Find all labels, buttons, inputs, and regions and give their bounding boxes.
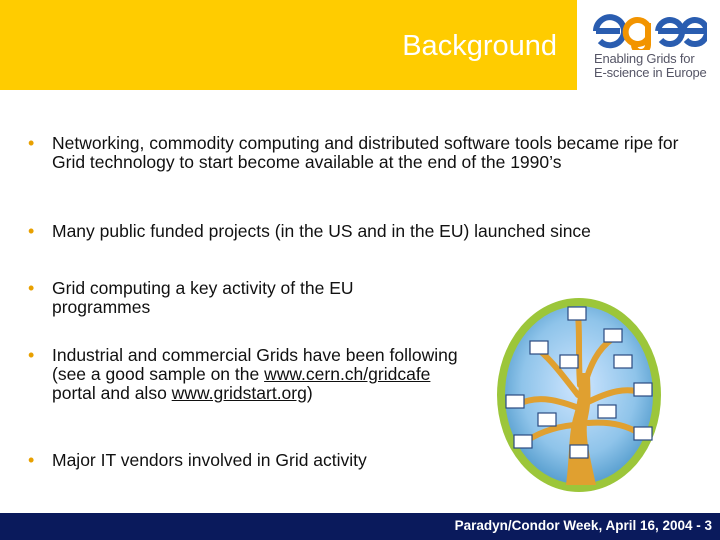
bullet-dot: • [28,221,35,241]
bullet-dot: • [28,345,35,365]
logo-letter-g [626,20,648,50]
computer-icon [604,329,622,342]
slide-title: Background [402,30,557,62]
footer-bar [0,513,720,540]
computer-icon [538,413,556,426]
logo-tagline-line2: E-science in Europe [594,65,707,80]
logo-letter-e1 [596,17,624,45]
bullet-dot: • [28,450,35,470]
logo-tagline-line1: Enabling Grids for [594,51,695,66]
footer-text: Paradyn/Condor Week, April 16, 2004 - 3 [454,518,712,533]
gridcafe-link[interactable]: www.cern.ch/gridcafe [264,364,431,384]
bullet-text: Grid computing a key activity of the EU programmes [52,278,354,317]
bullet-dot: • [28,133,35,153]
computer-icon [634,427,652,440]
bullet-item [30,222,712,241]
bullet-item [30,279,452,317]
computer-icon [568,307,586,320]
logo-tagline [594,52,707,80]
bullet-text: Many public funded projects (in the US and in the EU) launched since [52,221,591,241]
bullet-text-before: Industrial and commercial Grids have been following (see a good sample on the [52,345,458,384]
computer-icon [598,405,616,418]
bullet-item [30,451,472,470]
bullet-dot: • [28,278,35,298]
computer-icon [570,445,588,458]
computer-icon [560,355,578,368]
computer-icon [514,435,532,448]
gridstart-link[interactable]: www.gridstart.org [171,383,307,403]
bullet-text-middle: portal and also [52,383,172,403]
computer-icon [614,355,632,368]
egee-logo [592,12,707,50]
computer-icon [634,383,652,396]
grid-tree-illustration [494,295,664,495]
bullet-text: Major IT vendors involved in Grid activity [52,450,367,470]
computer-icon [530,341,548,354]
bullet-item [30,346,462,403]
bullet-text: Networking, commodity computing and distributed software tools became ripe for Grid technology to start become available at the end of the 1990’s [52,133,679,172]
computer-icon [506,395,524,408]
logo-letter-e2 [658,20,682,44]
bullet-item [30,134,692,172]
title-bar [0,0,577,90]
bullet-text-after: ) [306,383,313,403]
logo-letter-e3 [683,20,707,44]
